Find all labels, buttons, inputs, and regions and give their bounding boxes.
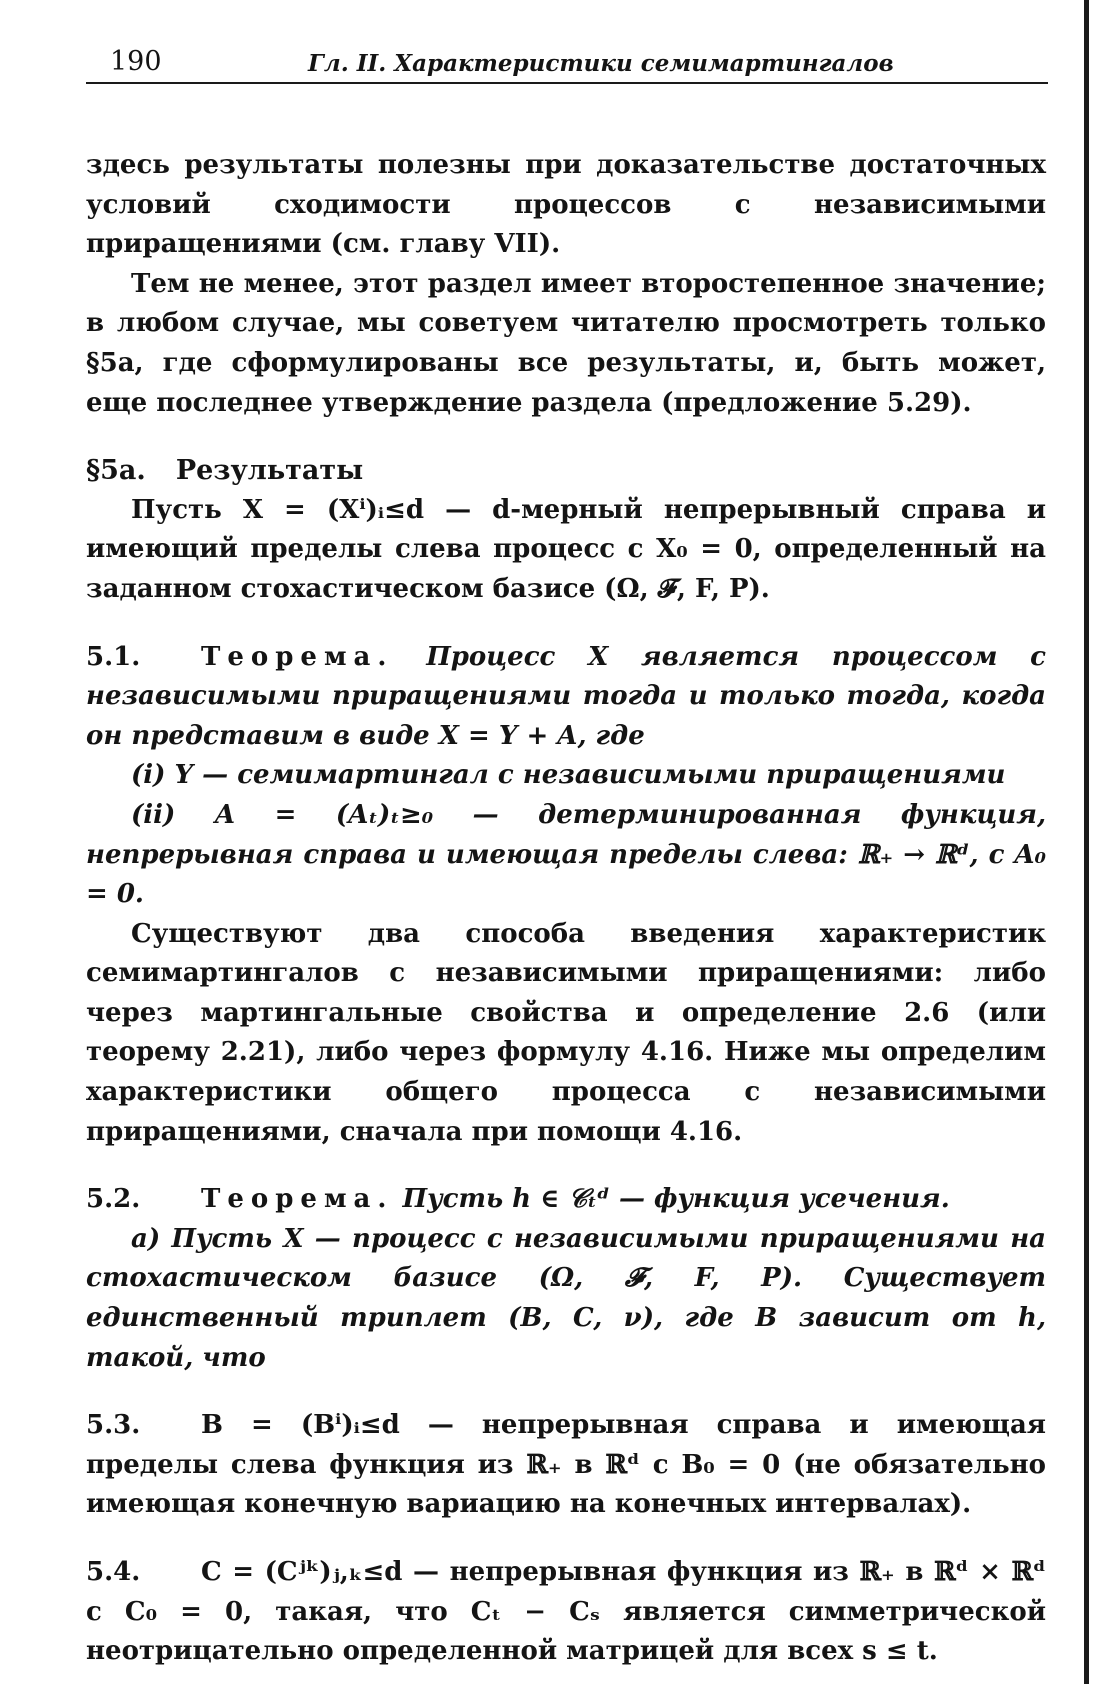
theorem-5-1 xyxy=(86,638,1046,757)
theorem-statement: Процесс X является процессом с независимыми приращениями тогда и только тогда, когда он представим в виде X = Y + A, где xyxy=(86,641,1046,751)
item-text: B = (Bⁱ)ᵢ≤d — непрерывная справа и имеющая пределы слева функция из ℝ₊ в ℝᵈ с B₀ = 0 (не обязательно имеющая конечную вариацию на конечных интервалах). xyxy=(86,1410,1046,1520)
theorem-part-a: а) Пусть X — процесс с независимыми приращениями на стохастическом базисе (Ω, 𝓕, F, P). Существует единственный триплет (B, C, ν), где B зависит от h, такой, что xyxy=(86,1223,1046,1373)
theorem-label: Теорема. xyxy=(201,1184,394,1215)
theorem-item-i: (i) Y — семимартингал с независимыми приращениями xyxy=(131,760,1006,791)
section-intro: Пусть X = (Xⁱ)ᵢ≤d — d-мерный непрерывный справа и имеющий пределы слева процесс с X₀ = 0, определенный на заданном стохастическом базисе (Ω, 𝓕, F, P). xyxy=(86,494,1046,604)
item-5-4 xyxy=(86,1553,1046,1672)
item-5-3 xyxy=(86,1406,1046,1525)
theorem-5-2 xyxy=(86,1180,1046,1220)
body-text xyxy=(86,146,1046,1672)
paragraph-note: Тем не менее, этот раздел имеет второстепенное значение; в любом случае, мы советуем читателю просмотреть только §5а, где сформулированы все результаты, и, быть может, еще последнее утверждение раздела (предложение 5.29). xyxy=(86,268,1046,418)
paragraph-continued: здесь результаты полезны при доказательстве достаточных условий сходимости процессов с независимыми приращениями (см. главу VII). xyxy=(86,150,1046,260)
theorem-statement: Пусть h ∈ 𝒞ₜᵈ — функция усечения. xyxy=(402,1184,950,1215)
scan-edge-shadow xyxy=(1084,0,1089,1684)
paragraph-characteristics: Существуют два способа введения характеристик семимартингалов с независимыми приращениями: либо через мартингальные свойства и определение 2.6 (или теорему 2.21), либо через формулу 4.16. Ниже мы определим характеристики общего процесса с независимыми приращениями, сначала при помощи 4.16. xyxy=(86,918,1046,1147)
page-number: 190 xyxy=(110,46,162,77)
theorem-number: 5.1. xyxy=(86,641,141,672)
item-number: 5.4. xyxy=(86,1557,141,1587)
theorem-label: Теорема. xyxy=(201,641,394,672)
header-rule xyxy=(86,82,1048,84)
section-title: Результаты xyxy=(175,455,364,487)
item-number: 5.3. xyxy=(86,1410,141,1441)
page-header xyxy=(86,42,1046,82)
item-text: C = (Cʲᵏ)ⱼ,ₖ≤d — непрерывная функция из ℝ₊ в ℝᵈ × ℝᵈ с C₀ = 0, такая, что Cₜ − Cₛ является симметрической неотрицательно определенной матрицей для всех s ≤ t. xyxy=(86,1557,1046,1667)
theorem-number: 5.2. xyxy=(86,1184,141,1215)
running-head: Гл. II. Характеристики семимартингалов xyxy=(308,50,894,77)
section-heading xyxy=(86,451,1046,491)
theorem-item-ii: (ii) A = (Aₜ)ₜ≥₀ — детерминированная функция, непрерывная справа и имеющая пределы слева: ℝ₊ → ℝᵈ, с A₀ = 0. xyxy=(86,799,1046,910)
section-number: §5а. xyxy=(86,455,146,487)
